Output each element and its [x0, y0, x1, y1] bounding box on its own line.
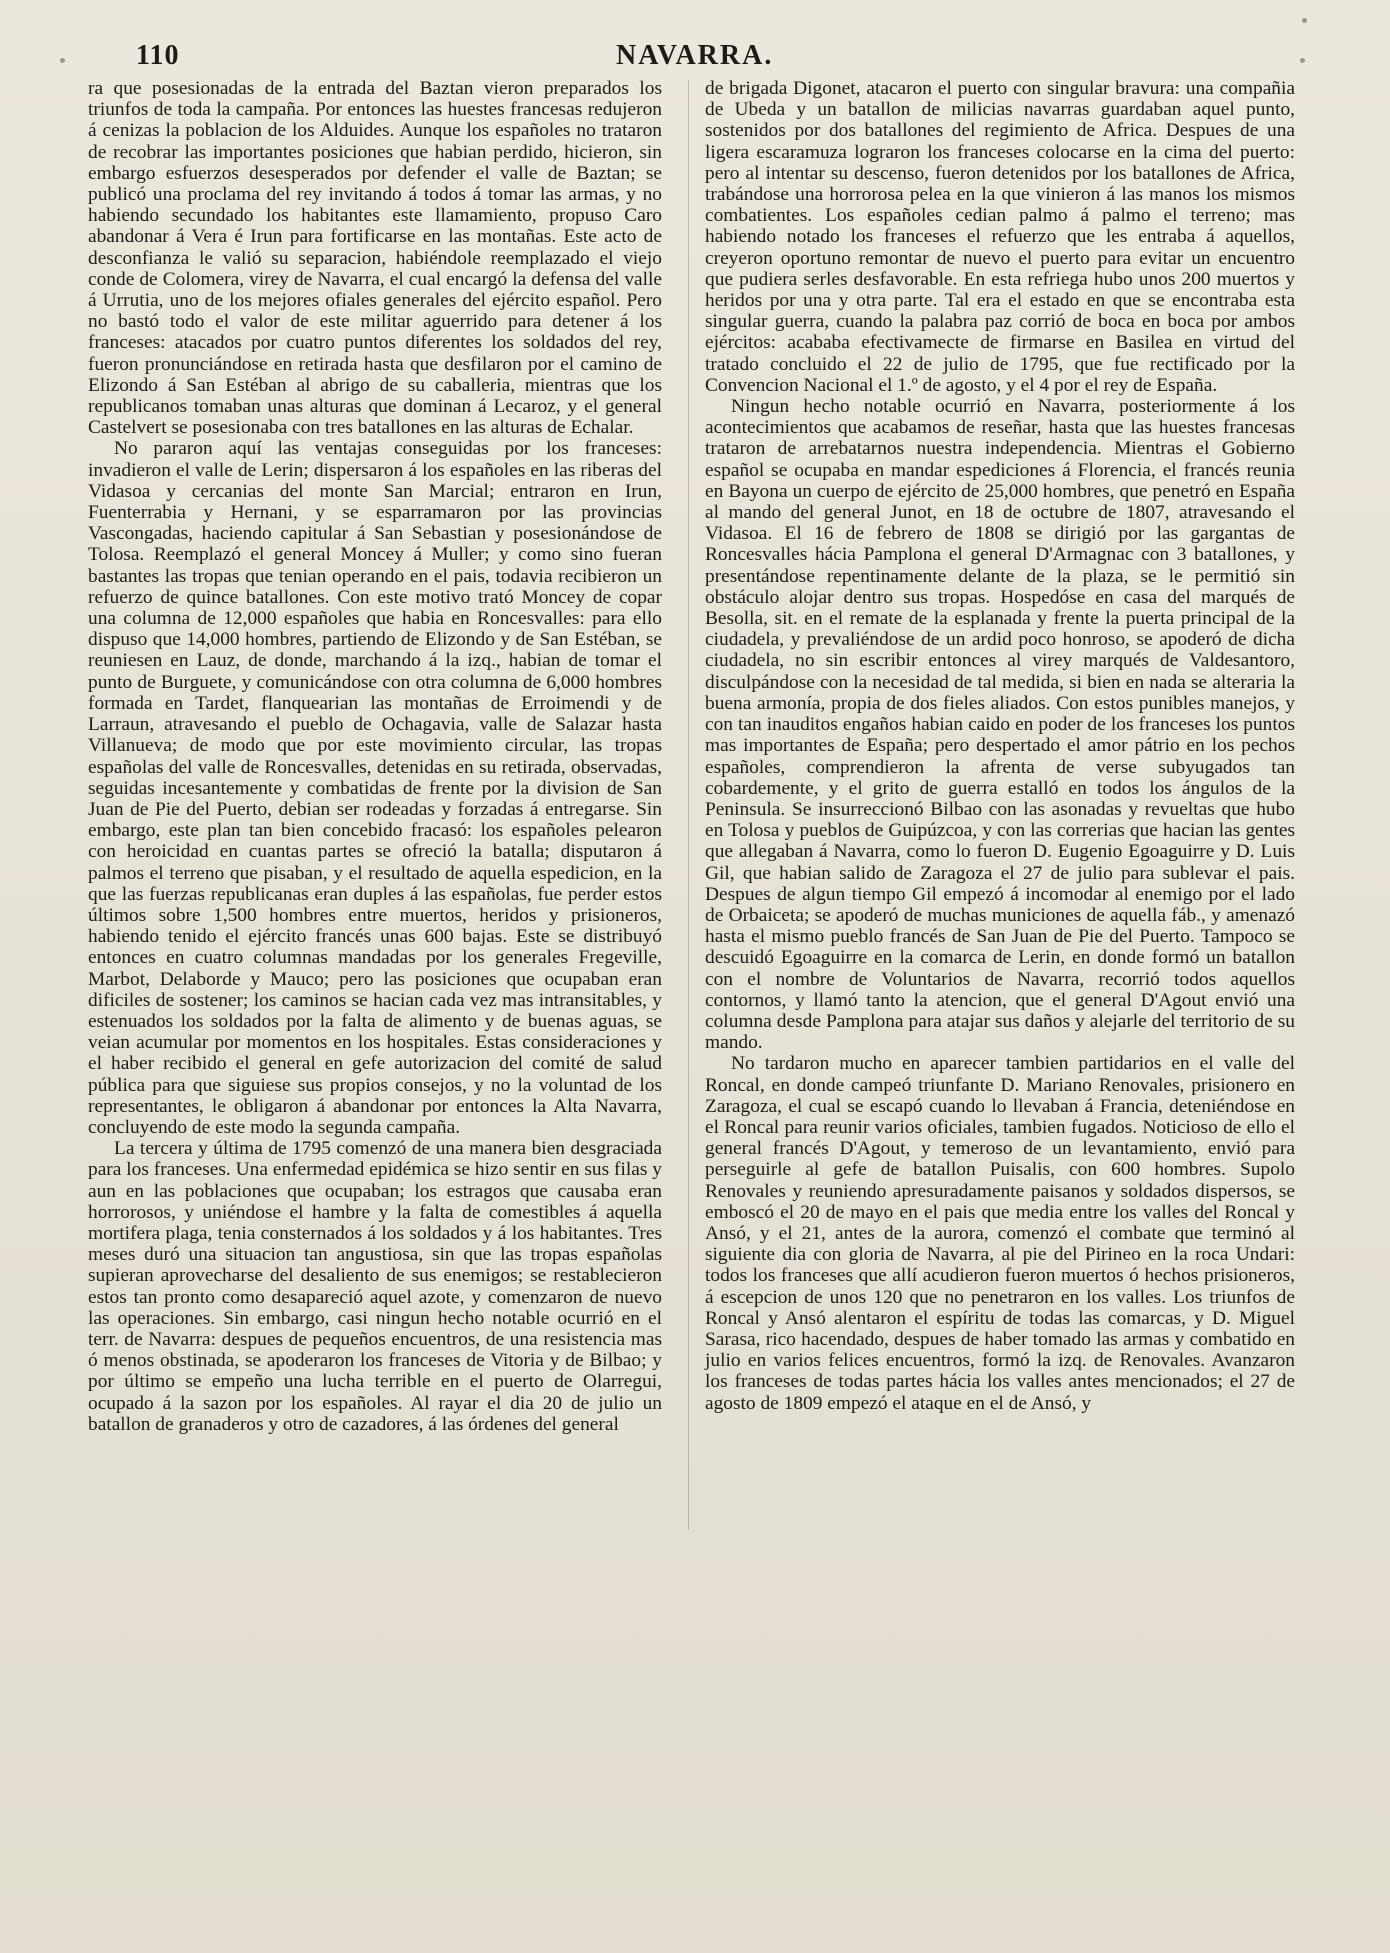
paragraph: de brigada Digonet, atacaron el puerto con singular bravura: una compañia de Ubeda y un batallon de milicias navarras guardaban aquel punto, sostenidos por dos batallones del regimiento de Africa. Despues de una ligera escaramuza lograron los franceses colocarse en la cima del puerto: pero al intentar su descenso, fueron detenidos por los batallones de Africa, trabándose una horrorosa pelea en la que vinieron á las manos los mismos combatientes. Los españoles cedian palmo á palmo el terreno; mas habiendo notado los franceses el refuerzo que les entraba á aquellos, creyeron oportuno remontar de nuevo el puerto para evitar un encuentro que pudiera serles desfavorable. En esta refriega hubo unos 200 muertos y heridos por una y otra parte. Tal era el estado en que se encontraba esta singular guerra, cuando la palabra paz corrió de boca en boca por ambos ejércitos: acababa efectivamecte de firmarse en Basilea en virtud del tratado concluido el 22 de julio de 1795, que fue rectificado por la Convencion Nacional el 1.º de agosto, y el 4 por el rey de España.: [705, 78, 1295, 396]
paragraph: No tardaron mucho en aparecer tambien partidarios en el valle del Roncal, en donde campeó triunfante D. Mariano Renovales, prisionero en Zaragoza, el cual se escapó cuando lo llevaban á Francia, deteniéndose en el Roncal para reunir varios oficiales, tambien fugados. Noticioso de ello el general francés D'Agout, y temeroso de un levantamiento, envió para perseguirle al gefe de batallon Puisalis, con 600 hombres. Supolo Renovales y reuniendo apresuradamente paisanos y soldados dispersos, se emboscó el 20 de mayo en el pais que media entre los valles del Roncal y Ansó, y el 21, antes de la aurora, comenzó el combate que terminó al siguiente dia con gloria de Navarra, al pie del Pirineo en la roca Undari: todos los franceses que allí acudieron fueron muertos ó hechos prisioneros, á escepcion de unos 120 que no penetraron en los valles. Los triunfos de Roncal y Ansó alentaron el espíritu de todas las comarcas, y D. Miguel Sarasa, rico hacendado, despues de haber tomado las armas y combatido en julio en varios felices encuentros, formó la izq. de Renovales. Avanzaron los franceses de todas partes hácia los valles antes mencionados; el 27 de agosto de 1809 empezó el ataque en el de Ansó, y: [705, 1053, 1295, 1414]
paragraph: ra que posesionadas de la entrada del Baztan vieron preparados los triunfos de toda la campaña. Por entonces las huestes francesas redujeron á cenizas la poblacion de los Alduides. Aunque los españoles no trataron de recobrar las importantes posiciones que habian perdido, hicieron, sin embargo esfuerzos desesperados por defender el valle de Baztan; se publicó una proclama del rey invitando á todos á tomar las armas, y no habiendo secundado los habitantes este llamamiento, propuso Caro abandonar á Vera é Irun para fortificarse en las montañas. Este acto de desconfianza le valió su separacion, habiéndole reemplazado el viejo conde de Colomera, virey de Navarra, el cual encargó la defensa del valle á Urrutia, uno de los mejores ofiales generales del ejército español. Pero no bastó todo el valor de este militar aguerrido para detener á los franceses: atacados por cuatro puntos diferentes los soldados del rey, fueron pronunciándose en retirada hasta que desfilaron por el camino de Elizondo á San Estéban al abrigo de su caballeria, mientras que los republicanos tomaban unas alturas que dominan á Lecaroz, y el general Castelvert se posesionaba con tres batallones en las alturas de Echalar.: [88, 78, 662, 439]
left-column: [88, 78, 662, 1435]
paragraph: Ningun hecho notable ocurrió en Navarra, posteriormente á los acontecimientos que acabamos de reseñar, hasta que las huestes francesas trataron de arrebatarnos nuestra independencia. Mientras el Gobierno español se ocupaba en mandar espediciones á Florencia, el francés reunia en Bayona un cuerpo de ejército de 25,000 hombres, que penetró en España al mando del general Junot, en 18 de octubre de 1807, atravesando el Vidasoa. El 16 de febrero de 1808 se dirigió por las gargantas de Roncesvalles hácia Pamplona el general D'Armagnac con 3 batallones, y presentándose repentinamente delante de la plaza, se le permitió sin obstáculo alojar dentro sus tropas. Hospedóse en casa del marqués de Besolla, sit. en el remate de la esplanada y frente la puerta principal de la ciudadela, y prevaliéndose de un ardid poco honroso, se apoderó de dicha ciudadela, no sin escribir entonces al virey marqués de Valdesantoro, disculpándose con la necesidad de tal medida, si bien en nada se alteraria la buena armonía, propia de dos fieles aliados. Con estos punibles manejos, y con tan inauditos engaños habian caido en poder de los franceses los puntos mas importantes de España; pero despertado el amor pátrio en los pechos españoles, comprendieron la afrenta de verse subyugados tan cobardemente, y el grito de guerra estalló en todos los ángulos de la Peninsula. Se insurreccionó Bilbao con las asonadas y revueltas que hubo en Tolosa y pueblos de Guipúzcoa, y con las correrias que hacian las gentes que allegaban á Navarra, como lo fueron D. Eugenio Egoaguirre y D. Luis Gil, que habian salido de Zaragoza el 27 de julio para sublevar el pais. Despues de algun tiempo Gil empezó á incomodar al enemigo por el lado de Orbaiceta; se apoderó de muchas municiones de aquella fáb., y amenazó hasta el mismo pueblo francés de San Juan de Pie del Puerto. Tampoco se descuidó Egoaguirre en la comarca de Lerin, en donde formó un batallon con el nombre de Voluntarios de Navarra, recorrió todos aquellos contornos, y llamó tanto la atencion, que el general D'Agout envió una columna desde Pamplona para atajar sus daños y alejarle del territorio de su mando.: [705, 396, 1295, 1054]
print-speck: [1300, 58, 1305, 63]
paragraph: No pararon aquí las ventajas conseguidas por los franceses: invadieron el valle de Lerin; dispersaron á los españoles en las riberas del Vidasoa y cercanias del monte San Marcial; entraron en Irun, Fuenterrabia y Hernani, y se esparramaron por las provincias Vascongadas, haciendo capitular á San Sebastian y posesionándose de Tolosa. Reemplazó el general Moncey á Muller; y como sino fueran bastantes las tropas que tenian operando en el pais, todavia recibieron un refuerzo de quince batallones. Con este motivo trató Moncey de copar una columna de 12,000 españoles que habia en Roncesvalles: para ello dispuso que 14,000 hombres, partiendo de Elizondo y de San Estéban, se reuniesen en Lauz, de donde, marchando á la izq., habian de tomar el punto de Burguete, y comunicándose con otra columna de 6,000 hombres formada en Tardet, flanquearian las montañas de Erroimendi y de Larraun, atravesando el pueblo de Ochagavia, valle de Salazar hasta Villanueva; de modo que por este movimiento circular, las tropas españolas del valle de Roncesvalles, detenidas en su retirada, observadas, seguidas incesantemente y combatidas de frente por la division de San Juan de Pie del Puerto, debian ser rodeadas y forzadas á entregarse. Sin embargo, este plan tan bien concebido fracasó: los españoles pelearon con heroicidad en cuantas partes se ofreció la batalla; disputaron á palmos el terreno que pisaban, y el resultado de aquella espedicion, en la que las fuerzas republicanas eran duples á las españolas, fue perder estos últimos sobre 1,500 hombres entre muertos, heridos y prisioneros, habiendo tenido el ejército francés unas 600 bajas. Este se distribuyó entonces en cuatro columnas mandadas por los generales Fregeville, Marbot, Delaborde y Mauco; pero las posiciones que ocupaban eran dificiles de sostener; los caminos se hacian cada vez mas intransitables, y estenuados los soldados por la falta de alimento y de buenas aguas, se veian acumular por momentos en los hospitales. Estas consideraciones y el haber recibido el general en gefe autorizacion del comité de salud pública para que siguiese sus propios consejos, y no la voluntad de los representantes, le obligaron á abandonar por entonces la Alta Navarra, concluyendo de este modo la segunda campaña.: [88, 438, 662, 1138]
page-header: [136, 40, 786, 74]
running-title: NAVARRA.: [616, 40, 774, 71]
print-speck: [1302, 18, 1307, 23]
paragraph: La tercera y última de 1795 comenzó de una manera bien desgraciada para los franceses. Una enfermedad epidémica se hizo sentir en sus filas y aun en las poblaciones que ocupaban; los estragos que causaba eran horrorosos, y uniéndose el hambre y la falta de comestibles á aquella mortifera plaga, tenia consternados á los soldados y á los habitantes. Tres meses duró una situacion tan angustiosa, sin que las tropas españolas supieran aprovecharse del desaliento de sus enemigos; se restablecieron estos tan pronto como desapareció aquel azote, y comenzaron de nuevo las operaciones. Sin embargo, casi ningun hecho notable ocurrió en el terr. de Navarra: despues de pequeños encuentros, de una resistencia mas ó menos obstinada, se apoderaron los franceses de Vitoria y de Bilbao; y por último se empeño una lucha terrible en el puerto de Olarregui, ocupado á la sazon por los españoles. Al rayar el dia 20 de julio un batallon de granaderos y otro de cazadores, á las órdenes del general: [88, 1138, 662, 1435]
print-speck: [60, 58, 65, 63]
right-column: [705, 78, 1295, 1414]
page-number: 110: [136, 40, 180, 71]
column-divider: [688, 80, 689, 1530]
